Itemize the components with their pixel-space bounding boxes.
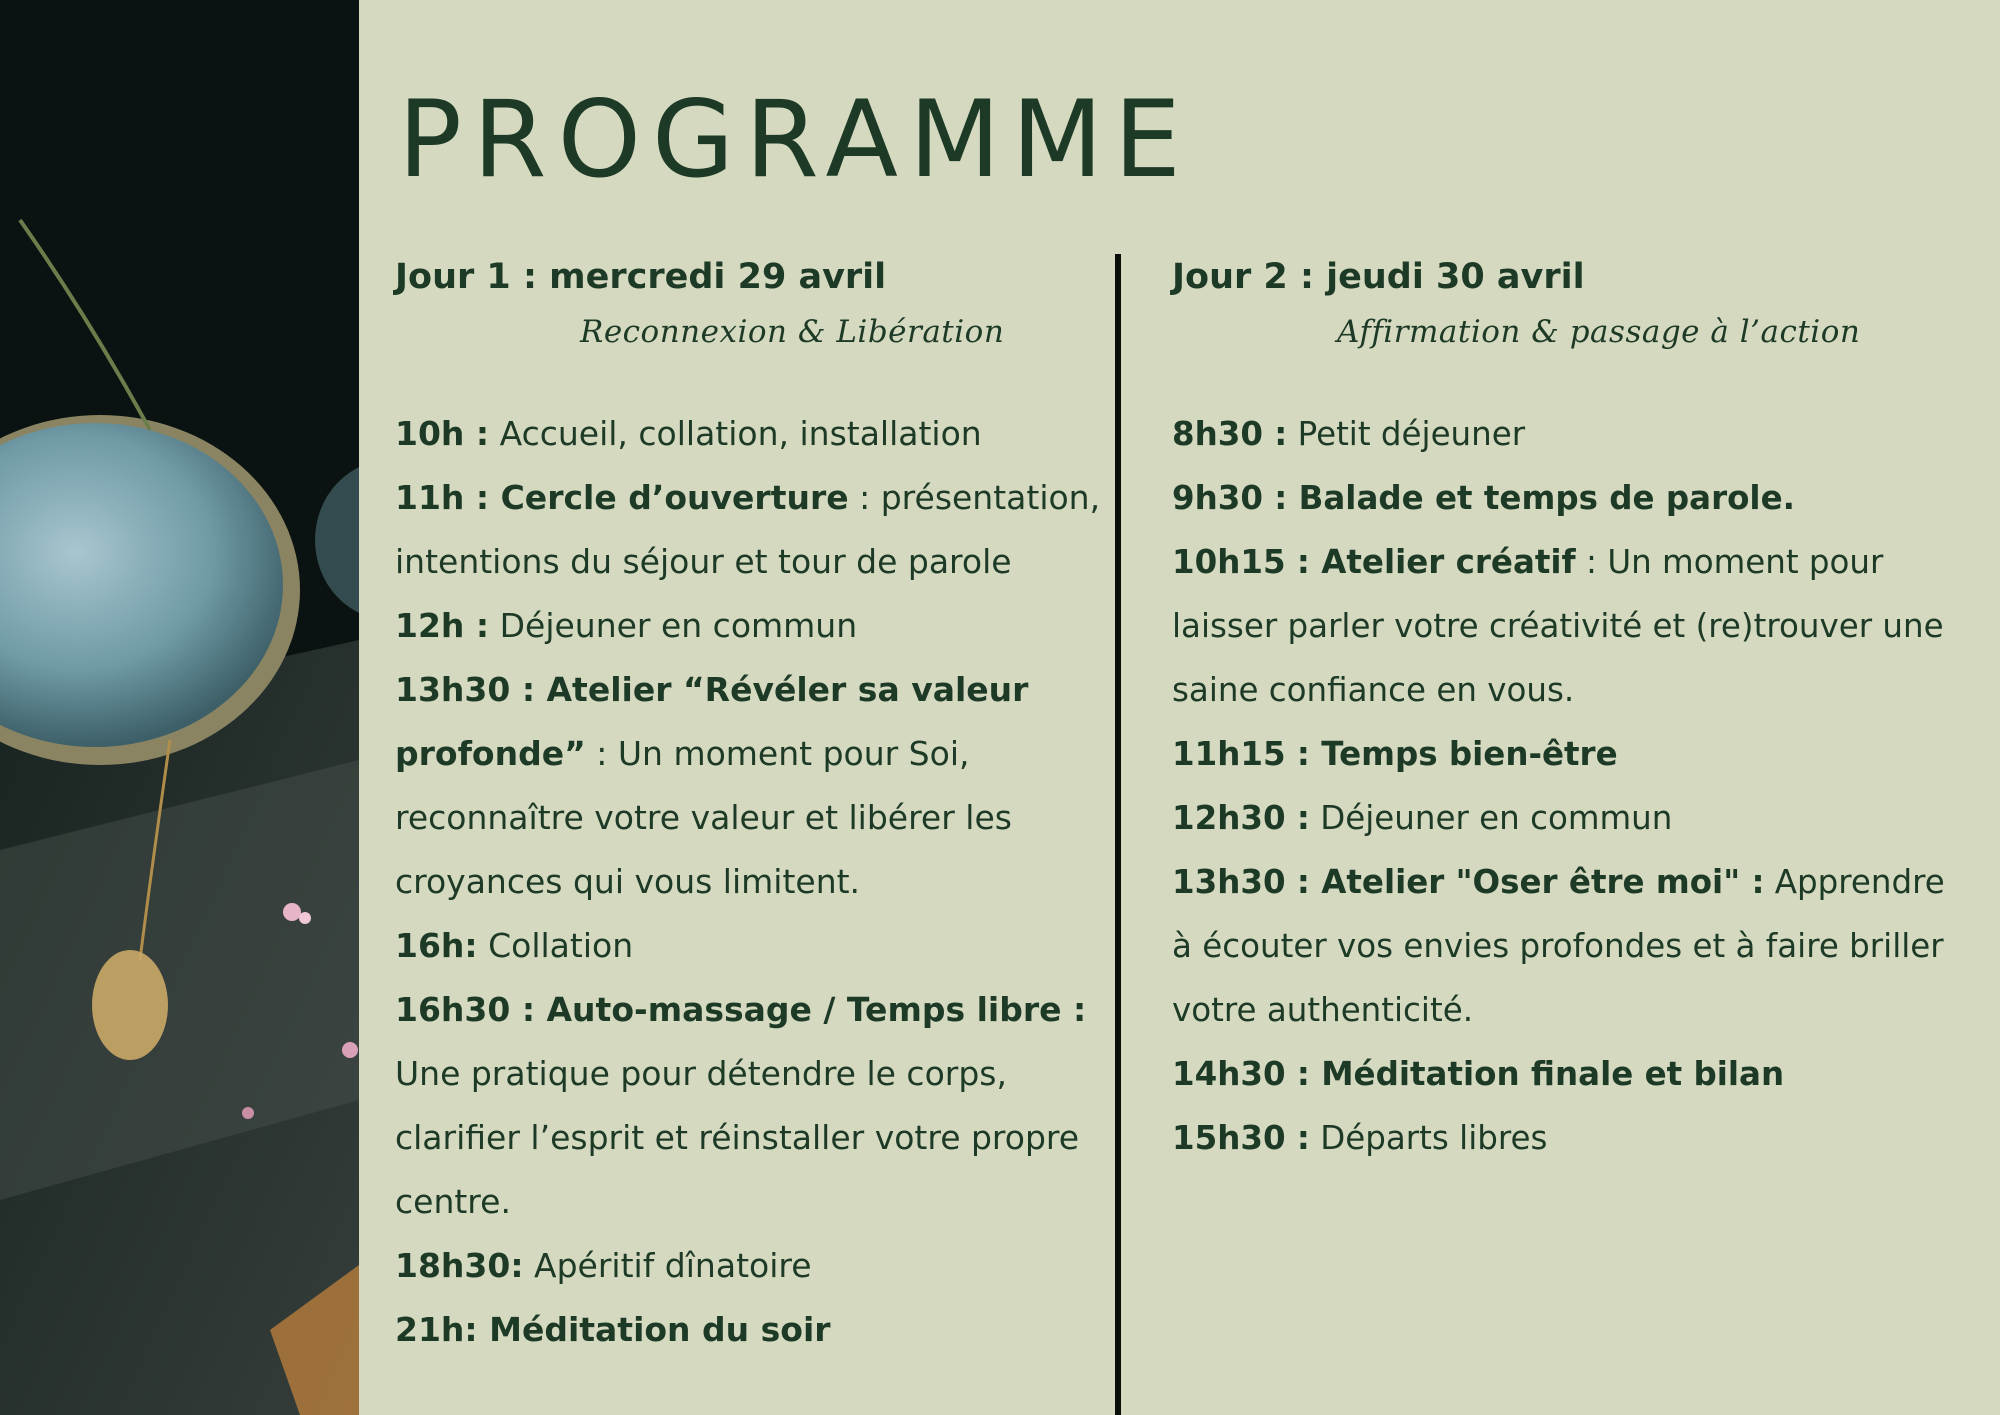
column-divider xyxy=(1115,254,1121,1415)
schedule-item: 11h15 : Temps bien-être xyxy=(1172,735,1618,773)
schedule-item: 16h30 : Auto-massage / Temps libre : Une pratique pour détendre le corps, clarifier l’esprit et réinstaller votre propre centre. xyxy=(395,990,1087,1221)
day-1-column xyxy=(395,252,1107,1362)
schedule-item: 11h : Cercle d’ouverture : présentation, intentions du séjour et tour de parole xyxy=(395,478,1101,581)
day-2-heading: Jour 2 : jeudi 30 avril xyxy=(1172,257,1585,297)
schedule-item: 21h: Méditation du soir xyxy=(395,1310,831,1349)
schedule-item: 18h30: Apéritif dînatoire xyxy=(395,1246,812,1285)
schedule-item: 14h30 : Méditation finale et bilan xyxy=(1172,1055,1785,1093)
day-2-subtitle: Affirmation & passage à l’action xyxy=(1337,314,1861,350)
schedule-item: 13h30 : Atelier "Oser être moi" : Apprendre à écouter vos envies profondes et à faire briller votre authenticité. xyxy=(1172,863,1945,1029)
schedule-item: 8h30 : Petit déjeuner xyxy=(1172,415,1526,453)
decorative-photo xyxy=(0,0,359,1415)
schedule-item: 10h : Accueil, collation, installation xyxy=(395,414,982,453)
dried-flower xyxy=(92,950,168,1060)
day-2-column xyxy=(1172,252,1962,1170)
petal xyxy=(283,903,301,921)
schedule-item: 16h: Collation xyxy=(395,926,634,965)
schedule-item: 12h : Déjeuner en commun xyxy=(395,606,858,645)
day-2-schedule xyxy=(1172,402,1962,1170)
schedule-item: 12h30 : Déjeuner en commun xyxy=(1172,799,1673,837)
schedule-item: 15h30 : Départs libres xyxy=(1172,1119,1548,1157)
schedule-item: 10h15 : Atelier créatif : Un moment pour laisser parler votre créativité et (re)trouver une saine confiance en vous. xyxy=(1172,543,1944,709)
day-1-schedule xyxy=(395,402,1107,1362)
day-1-subtitle: Reconnexion & Libération xyxy=(580,314,1005,350)
day-1-heading: Jour 1 : mercredi 29 avril xyxy=(395,257,887,297)
table-setting-illustration xyxy=(0,0,359,1415)
schedule-item: 9h30 : Balade et temps de parole. xyxy=(1172,479,1795,517)
schedule-item: 13h30 : Atelier “Révéler sa valeur profonde” : Un moment pour Soi, reconnaître votre valeur et libérer les croyances qui vous limitent. xyxy=(395,670,1029,901)
page-title: PROGRAMME xyxy=(398,78,1192,201)
